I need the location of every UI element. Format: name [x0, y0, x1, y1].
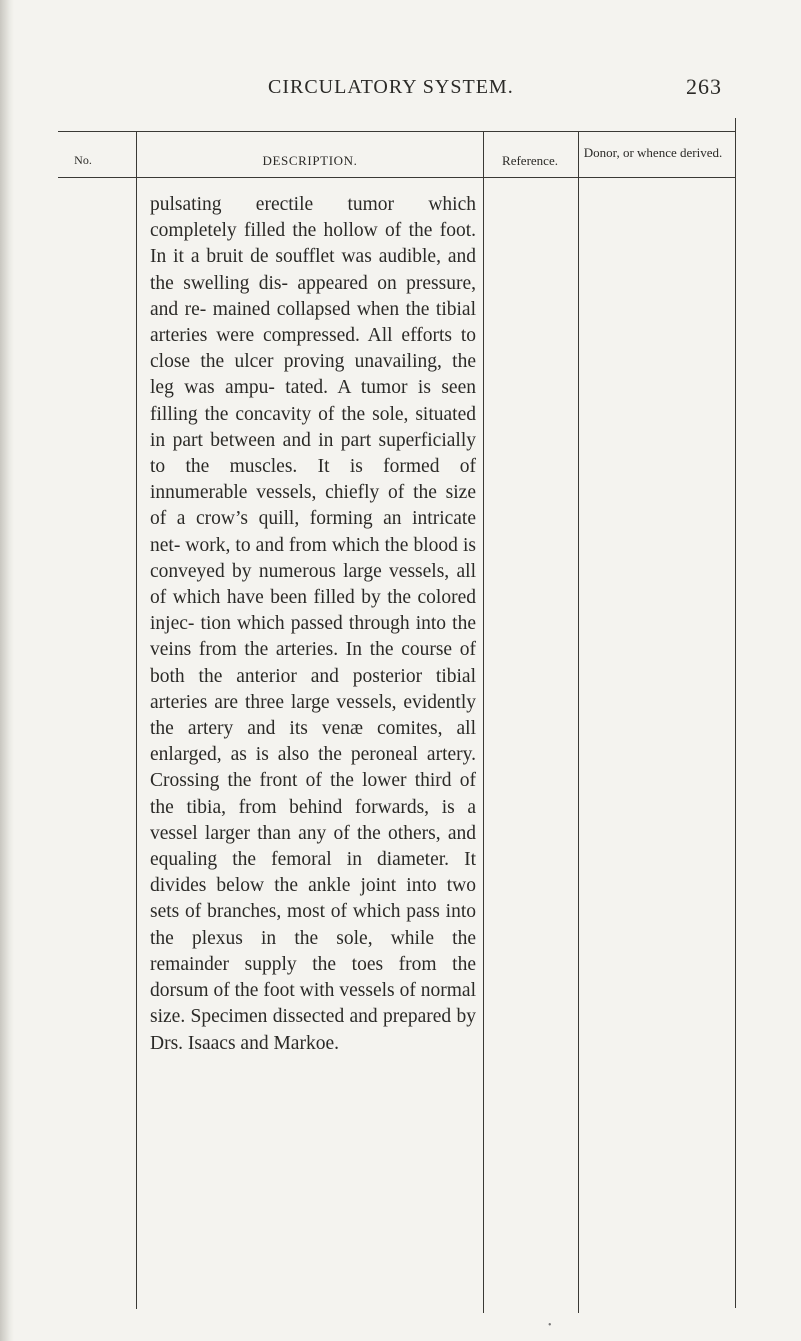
column-header-reference: Reference.	[502, 153, 558, 168]
column-header-description: DESCRIPTION.	[262, 153, 358, 168]
column-divider-description	[483, 131, 484, 1313]
column-divider-donor	[735, 118, 736, 1308]
table-header-rule	[58, 177, 736, 178]
running-head: CIRCULATORY SYSTEM.	[268, 76, 514, 98]
column-divider-no	[136, 131, 137, 1309]
print-speck: •	[548, 1320, 552, 1331]
page-edge-shadow	[0, 0, 14, 1341]
row-description: pulsating erectile tumor which completely filled the hollow of the foot. In it a bruit de soufflet was audible, and the swelling dis- appeared on pressure, and re- mained collapsed when the tibial arteries were compressed. All efforts to close the ulcer proving unavailing, the leg was ampu- tated. A tumor is seen filling the concavity of the sole, situated in part between and in part superficially to the muscles. It is formed of innumerable vessels, chiefly of the size of a crow’s quill, forming an intricate net- work, to and from which the blood is conveyed by numerous large vessels, all of which have been filled by the colored injec- tion which passed through into the veins from the arteries. In the course of both the anterior and posterior tibial arteries are three large vessels, evidently the artery and its venæ comites, all enlarged, as is also the peroneal artery. Crossing the front of the lower third of the tibia, from behind forwards, is a vessel larger than any of the others, and equaling the femoral in diameter. It divides below the ankle joint into two sets of branches, most of which pass into the plexus in the sole, while the remainder supply the toes from the dorsum of the foot with vessels of normal size. Specimen dissected and prepared by Drs. Isaacs and Markoe.	[150, 194, 476, 1054]
page-number: 263	[686, 74, 722, 99]
column-divider-reference	[578, 131, 579, 1313]
table-top-rule	[58, 131, 736, 132]
column-header-no: No.	[74, 153, 92, 167]
column-header-donor-text: Donor, or whence derived.	[583, 145, 723, 160]
column-header-donor	[578, 145, 728, 160]
